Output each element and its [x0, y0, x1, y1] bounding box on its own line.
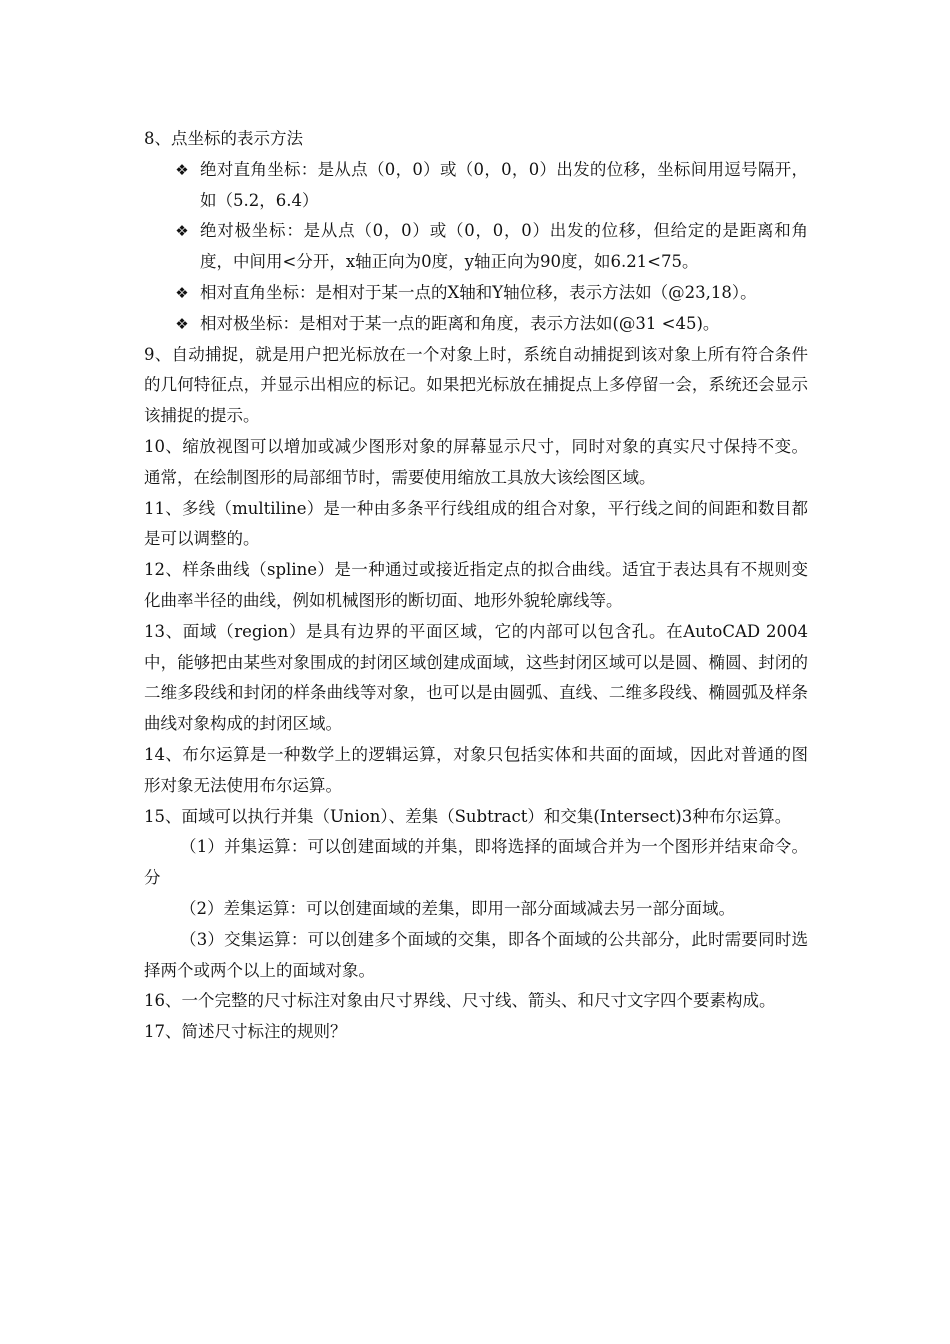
bullet-text: 相对极坐标：是相对于某一点的距离和角度，表示方法如(@31 <45)。	[200, 313, 720, 333]
text-column	[144, 124, 808, 1048]
diamond-bullet-icon: ❖	[175, 160, 189, 179]
paragraph-15-region-operations: 15、面域可以执行并集（Union）、差集（Subtract）和交集(Intersect)3种布尔运算。	[144, 806, 792, 826]
diamond-bullet-icon: ❖	[175, 283, 189, 302]
diamond-bullet-icon: ❖	[175, 314, 189, 333]
paragraph-17-question: 17、简述尺寸标注的规则？	[144, 1022, 347, 1042]
bullet-relative-polar	[144, 309, 808, 340]
paragraph-14-boolean: 14、布尔运算是一种数学上的逻辑运算，对象只包括实体和共面的面域，因此对普通的图形对象无法使用布尔运算。	[144, 744, 808, 795]
paragraph-15-subtract: （2）差集运算：可以创建面域的差集，即用一部分面域减去另一部分面域。	[180, 898, 735, 918]
bullet-text: 绝对极坐标：是从点（0，0）或（0，0，0）出发的位移，但给定的是距离和角度，中间用<分开，x轴正向为0度，y轴正向为90度，如6.21<75。	[200, 221, 808, 272]
paragraph-12-spline: 12、样条曲线（spline）是一种通过或接近指定点的拟合曲线。适宜于表达具有不规则变化曲率半径的曲线，例如机械图形的断切面、地形外貌轮廓线等。	[144, 560, 808, 610]
paragraph-9-object-snap: 9、自动捕捉，就是用户把光标放在一个对象上时，系统自动捕捉到该对象上所有符合条件的几何特征点，并显示出相应的标记。如果把光标放在捕捉点上多停留一会，系统还会显示该捕捉的提示。	[144, 344, 808, 426]
paragraph-15-union: （1）并集运算：可以创建面域的并集，即将选择的面域合并为一个图形并结束命令。分	[144, 837, 808, 888]
bullet-absolute-polar	[144, 216, 808, 278]
paragraph-10-zoom: 10、缩放视图可以增加或减少图形对象的屏幕显示尺寸，同时对象的真实尺寸保持不变。通常，在绘制图形的局部细节时，需要使用缩放工具放大该绘图区域。	[144, 436, 808, 487]
bullet-relative-cartesian	[144, 278, 808, 309]
diamond-bullet-icon: ❖	[175, 222, 189, 241]
section-8-heading: 8、点坐标的表示方法	[144, 129, 303, 148]
paragraph-13-region: 13、面域（region）是具有边界的平面区域，它的内部可以包含孔。在AutoCAD 2004中，能够把由某些对象围成的封闭区域创建成面域，这些封闭区域可以是圆、椭圆、封闭的二维多段线和封闭的样条曲线等对象，也可以是由圆弧、直线、二维多段线、椭圆弧及样条曲线对象构成的封闭区域。	[144, 621, 808, 734]
paragraph-11-multiline: 11、多线（multiline）是一种由多条平行线组成的组合对象，平行线之间的间距和数目都是可以调整的。	[144, 498, 808, 549]
bullet-text: 相对直角坐标：是相对于某一点的X轴和Y轴位移，表示方法如（@23,18）。	[200, 282, 757, 302]
bullet-absolute-cartesian	[144, 155, 808, 217]
paragraph-16-dimension: 16、一个完整的尺寸标注对象由尺寸界线、尺寸线、箭头、和尺寸文字四个要素构成。	[144, 991, 776, 1011]
paragraph-15-intersect: （3）交集运算：可以创建多个面域的交集，即各个面域的公共部分，此时需要同时选择两个或两个以上的面域对象。	[144, 929, 808, 980]
bullet-text: 绝对直角坐标：是从点（0，0）或（0，0，0）出发的位移，坐标间用逗号隔开，如（5.2，6.4）	[200, 159, 808, 210]
